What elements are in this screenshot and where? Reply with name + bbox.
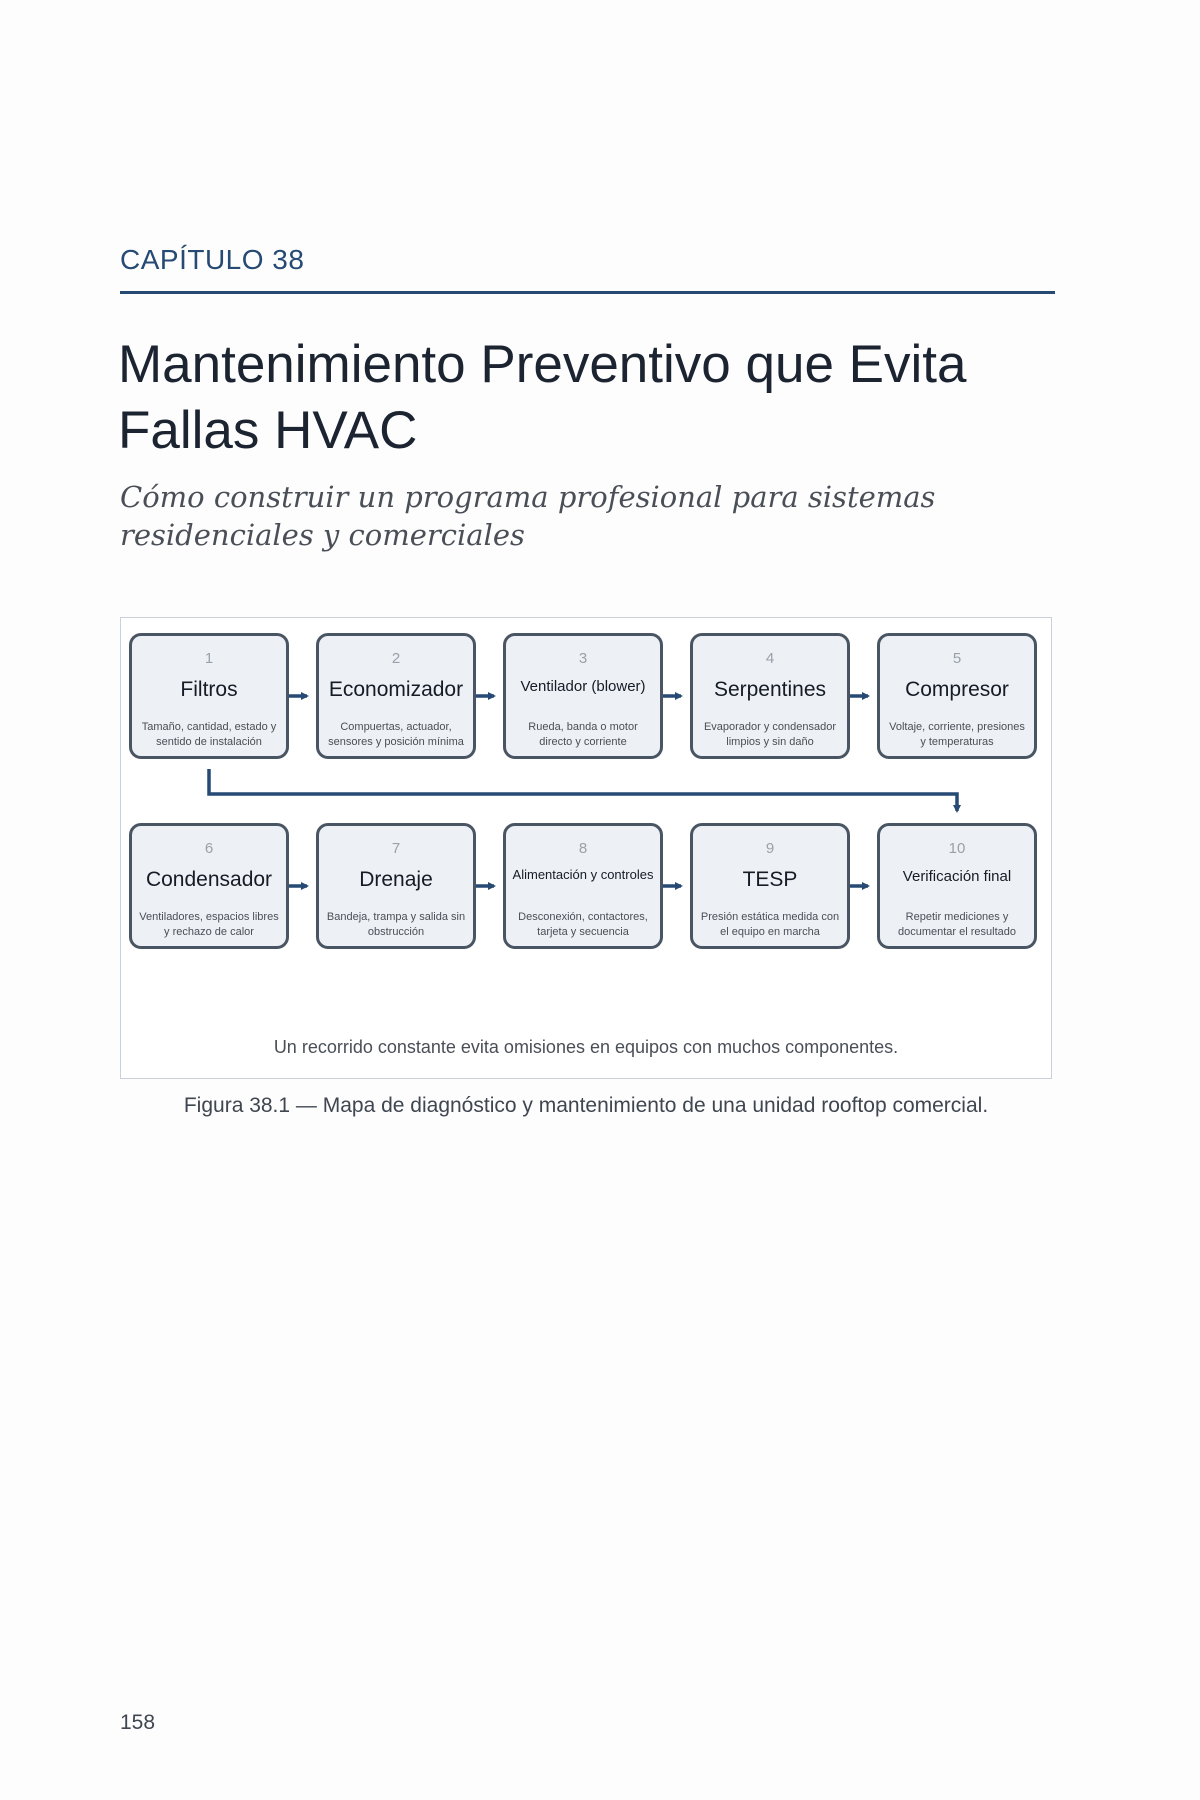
step-title: Economizador: [328, 678, 464, 701]
step-title: TESP: [742, 868, 798, 891]
step-description: Compuertas, actuador, sensores y posición mínima: [328, 721, 464, 748]
step-number: 10: [948, 840, 966, 857]
step-title: Ventilador (blower): [520, 678, 646, 695]
step-description: Rueda, banda o motor directo y corriente: [528, 721, 638, 748]
step-number: 8: [578, 840, 588, 857]
step-box-5: [877, 633, 1037, 759]
figure-frame: [120, 617, 1052, 1079]
page-subtitle: Cómo construir un programa profesional para sistemas residenciales y comerciales: [120, 480, 936, 552]
step-number: 9: [765, 840, 775, 857]
step-description: Evaporador y condensador limpios y sin daño: [703, 721, 837, 748]
step-box-6: [129, 823, 289, 949]
step-title: Serpentines: [713, 678, 827, 701]
step-description: Ventiladores, espacios libres y rechazo de calor: [139, 911, 279, 938]
chapter-rule: [120, 291, 1055, 294]
step-title: Compresor: [905, 678, 1009, 701]
step-number: 3: [578, 650, 588, 667]
step-title: Alimentación y controles: [512, 867, 654, 882]
step-number: 2: [391, 650, 401, 667]
step-description: Voltaje, corriente, presiones y temperaturas: [889, 721, 1025, 748]
step-description: Desconexión, contactores, tarjeta y secuencia: [518, 911, 648, 938]
step-number: 4: [765, 650, 775, 667]
step-title: Filtros: [180, 678, 238, 701]
step-number: 1: [204, 650, 214, 667]
step-title: Verificación final: [902, 868, 1012, 885]
step-box-3: [503, 633, 663, 759]
step-number: 6: [204, 840, 214, 857]
page-number: 158: [120, 1711, 156, 1734]
step-title: Condensador: [145, 868, 273, 891]
step-number: 7: [391, 840, 401, 857]
page-title: Mantenimiento Preventivo que Evita Fallas HVAC: [118, 335, 967, 460]
step-box-7: [316, 823, 476, 949]
step-box-8: [503, 823, 663, 949]
step-box-9: [690, 823, 850, 949]
step-description: Presión estática medida con el equipo en marcha: [700, 911, 840, 938]
figure-note: Un recorrido constante evita omisiones en equipos con muchos componentes.: [273, 1037, 899, 1057]
step-box-2: [316, 633, 476, 759]
step-box-1: [129, 633, 289, 759]
step-description: Bandeja, trampa y salida sin obstrucción: [326, 911, 466, 938]
step-description: Repetir mediciones y documentar el resultado: [897, 911, 1016, 938]
step-description: Tamaño, cantidad, estado y sentido de instalación: [141, 721, 277, 748]
chapter-label: CAPÍTULO 38: [120, 244, 305, 275]
arrow-1-10: [209, 769, 957, 811]
step-box-10: [877, 823, 1037, 949]
step-number: 5: [952, 650, 962, 667]
step-title: Drenaje: [359, 868, 433, 891]
step-box-4: [690, 633, 850, 759]
figure-caption: Figura 38.1 — Mapa de diagnóstico y mantenimiento de una unidad rooftop comercial.: [183, 1094, 989, 1117]
